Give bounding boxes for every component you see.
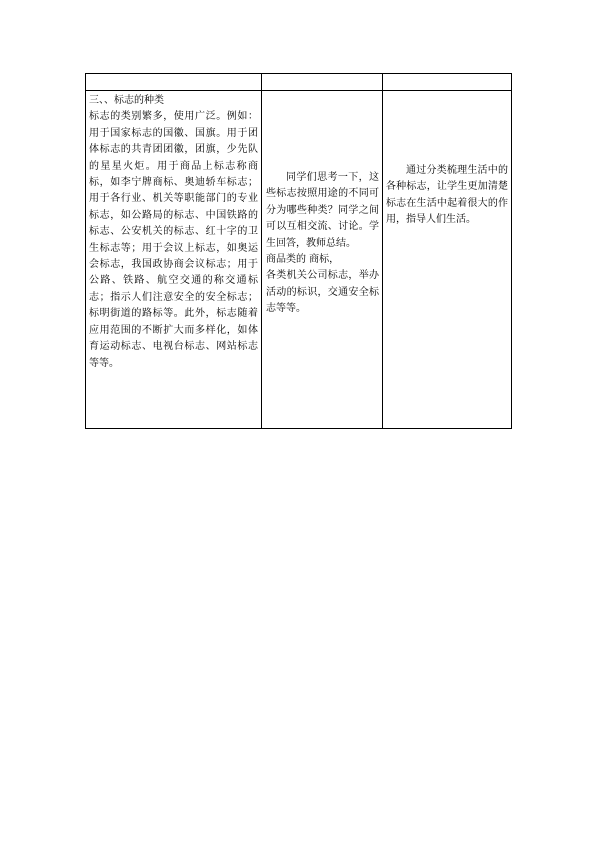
activity-line-agencies: 各类机关公司标志，举办活动的标识，交通安全标志等等。 (266, 270, 379, 315)
intent-cell (383, 91, 512, 429)
lesson-plan-table (85, 73, 512, 429)
activity-cell (262, 91, 383, 429)
activity-line-goods: 商品类的 商标， (266, 254, 340, 266)
table-row (86, 91, 512, 429)
activity-paragraph: 同学们思考一下，这些标志按照用途的不同可分为哪些种类？同学之间可以互相交流、讨论。学生回答，教师总结。 (266, 172, 379, 249)
header-cell-activity (262, 74, 383, 91)
header-cell-intent (383, 74, 512, 91)
section-heading: 三、、标志的种类 (89, 95, 164, 106)
section-body-text: 标志的类别繁多，使用广泛。例如：用于国家标志的国徽、国旗。用于团体标志的共青团团徽，团旗，少先队的星星火炬。用于商品上标志称商标，如李宁牌商标、奥迪轿车标志；用于各行业、机关等职能部门的专业标志，如公路局的标志、中国铁路的标志、公安机关的标志、红十字的卫生标志等；用于会议上标志，如奥运会标志，我国政协商会议标志；用于公路、铁路、航空交通的称交通标志；指示人们注意安全的安全标志；标明街道的路标等。此外，标志随着应用范围的不断扩大而多样化，如体育运动标志、电视台标志、网站标志等等。 (89, 111, 258, 369)
header-cell-content (86, 74, 262, 91)
intent-paragraph: 通过分类梳理生活中的各种标志，让学生更加清楚标志在生活中起着很大的作用，指导人们生活。 (386, 165, 508, 226)
content-cell (86, 91, 262, 429)
table-header-row (86, 74, 512, 91)
